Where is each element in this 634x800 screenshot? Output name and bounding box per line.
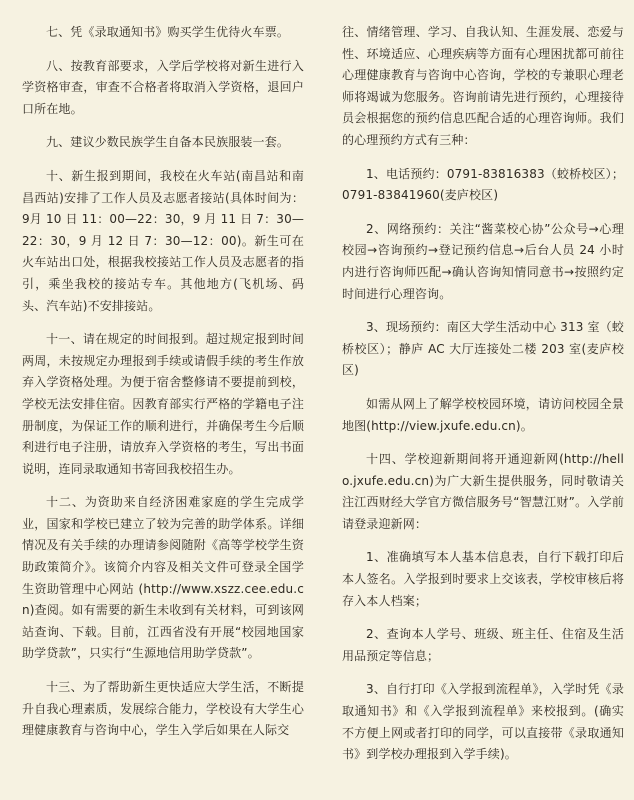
paragraph-item-8: 八、按教育部要求，入学后学校将对新生进行入学资格审查，审查不合格者将取消入学资格，退回户口所在地。 [22,58,304,116]
paragraph-item-12: 十二、为资助来自经济困难家庭的学生完成学业，国家和学校已建立了较为完善的助学体系。详细情况及有关手续的办理请参阅随附《高等学校学生资助政策简介》。该简介内容及相关文件可登录全国学生资助管理中心网站 (http://www.xszz.cee.edu.cn)查阅。如有需要的新生未收到有关材料，可到该网站查询、下载。目前，江西省没有开展“校园地国家助学贷款”，只实行“生源地信用助学贷款”。 [22,495,304,661]
paragraph-item-11: 十一、请在规定的时间报到。超过规定报到时间两周，未按规定办理报到手续或请假手续的考生作放弃入学资格处理。为便于宿舍整修请不要提前到校，学校无法安排住宿。因教育部实行严格的学籍电子注册制度，为保证工作的顺利进行，并确保考生今后顺利进行电子注册，请放弃入学资格的考生，写出书面说明，连同录取通知书寄回我校招生办。 [22,332,304,476]
step-query-info: 2、查询本人学号、班级、班主任、住宿及生活用品预定等信息； [342,627,624,663]
appointment-phone: 1、电话预约：0791-83816383（蛟桥校区）；0791-83841960(麦庐校区) [342,166,624,203]
paragraph-item-9: 九、建议少数民族学生自备本民族服装一套。 [46,135,290,150]
paragraph-item-13: 十三、为了帮助新生更快适应大学生活，不断提升自我心理素质，发展综合能力，学校设有大学生心理健康教育与咨询中心，学生入学后如果在人际交 [22,680,304,738]
paragraph-item-13-continued: 往、情绪管理、学习、自我认知、生涯发展、恋爱与性、环境适应、心理疾病等方面有心理困扰都可前往心理健康教育与咨询中心咨询，学校的专兼职心理老师将竭诚为您服务。咨询前请先进行预约，心理接待员会根据您的预约信息匹配合适的心理咨询师。我们的心理预约方式有三种： [342,25,624,147]
step-fill-form: 1、准确填写本人基本信息表，自行下载打印后本人签名。入学报到时要求上交该表，学校审核后将存入本人档案； [342,550,624,608]
campus-map-note: 如需从网上了解学校校园环境，请访问校园全景地图(http://view.jxufe.edu.cn)。 [342,396,624,433]
step-print-flow: 3、自行打印《入学报到流程单》，入学时凭《录取通知书》和《入学报到流程单》来校报到。(确实不方便上网或者打印的同学，可以直接带《录取通知书》到学校办理报到入学手续)。 [342,682,624,762]
appointment-online: 2、网络预约：关注“酱菜校心协”公众号→心理校园→咨询预约→登记预约信息→后台人员 24 小时内进行咨询师匹配→确认咨询知情同意书→按照约定时间进行心理咨询。 [342,221,624,301]
paragraph-item-10: 十、新生报到期间，我校在火车站(南昌站和南昌西站)安排了工作人员及志愿者接站(具体时间为：9月 10 日 11：00—22：30，9 月 11 日 7：30—22：30，9 月 12 日 7：30—12：00)。新生可在火车站出口处，根据我校接站工作人员及志愿者的指引，乘坐我校的接站专车。其他地方(飞机场、码头、汽车站)不安排接站。 [22,168,304,313]
left-column [22,22,304,754]
paragraph-item-14: 十四、学校迎新期间将开通迎新网(http://hello.jxufe.edu.cn)为广大新生提供服务，同时敬请关注江西财经大学官方微信服务号“智慧江财”。入学前请登录迎新网： [342,452,624,531]
appointment-onsite: 3、现场预约：南区大学生活动中心 313 室（蛟桥校区）；静庐 AC 大厅连接处二楼 203 室(麦庐校区) [342,320,624,378]
right-column [342,22,624,778]
paragraph-item-7: 七、凭《录取通知书》购买学生优待火车票。 [46,25,290,39]
